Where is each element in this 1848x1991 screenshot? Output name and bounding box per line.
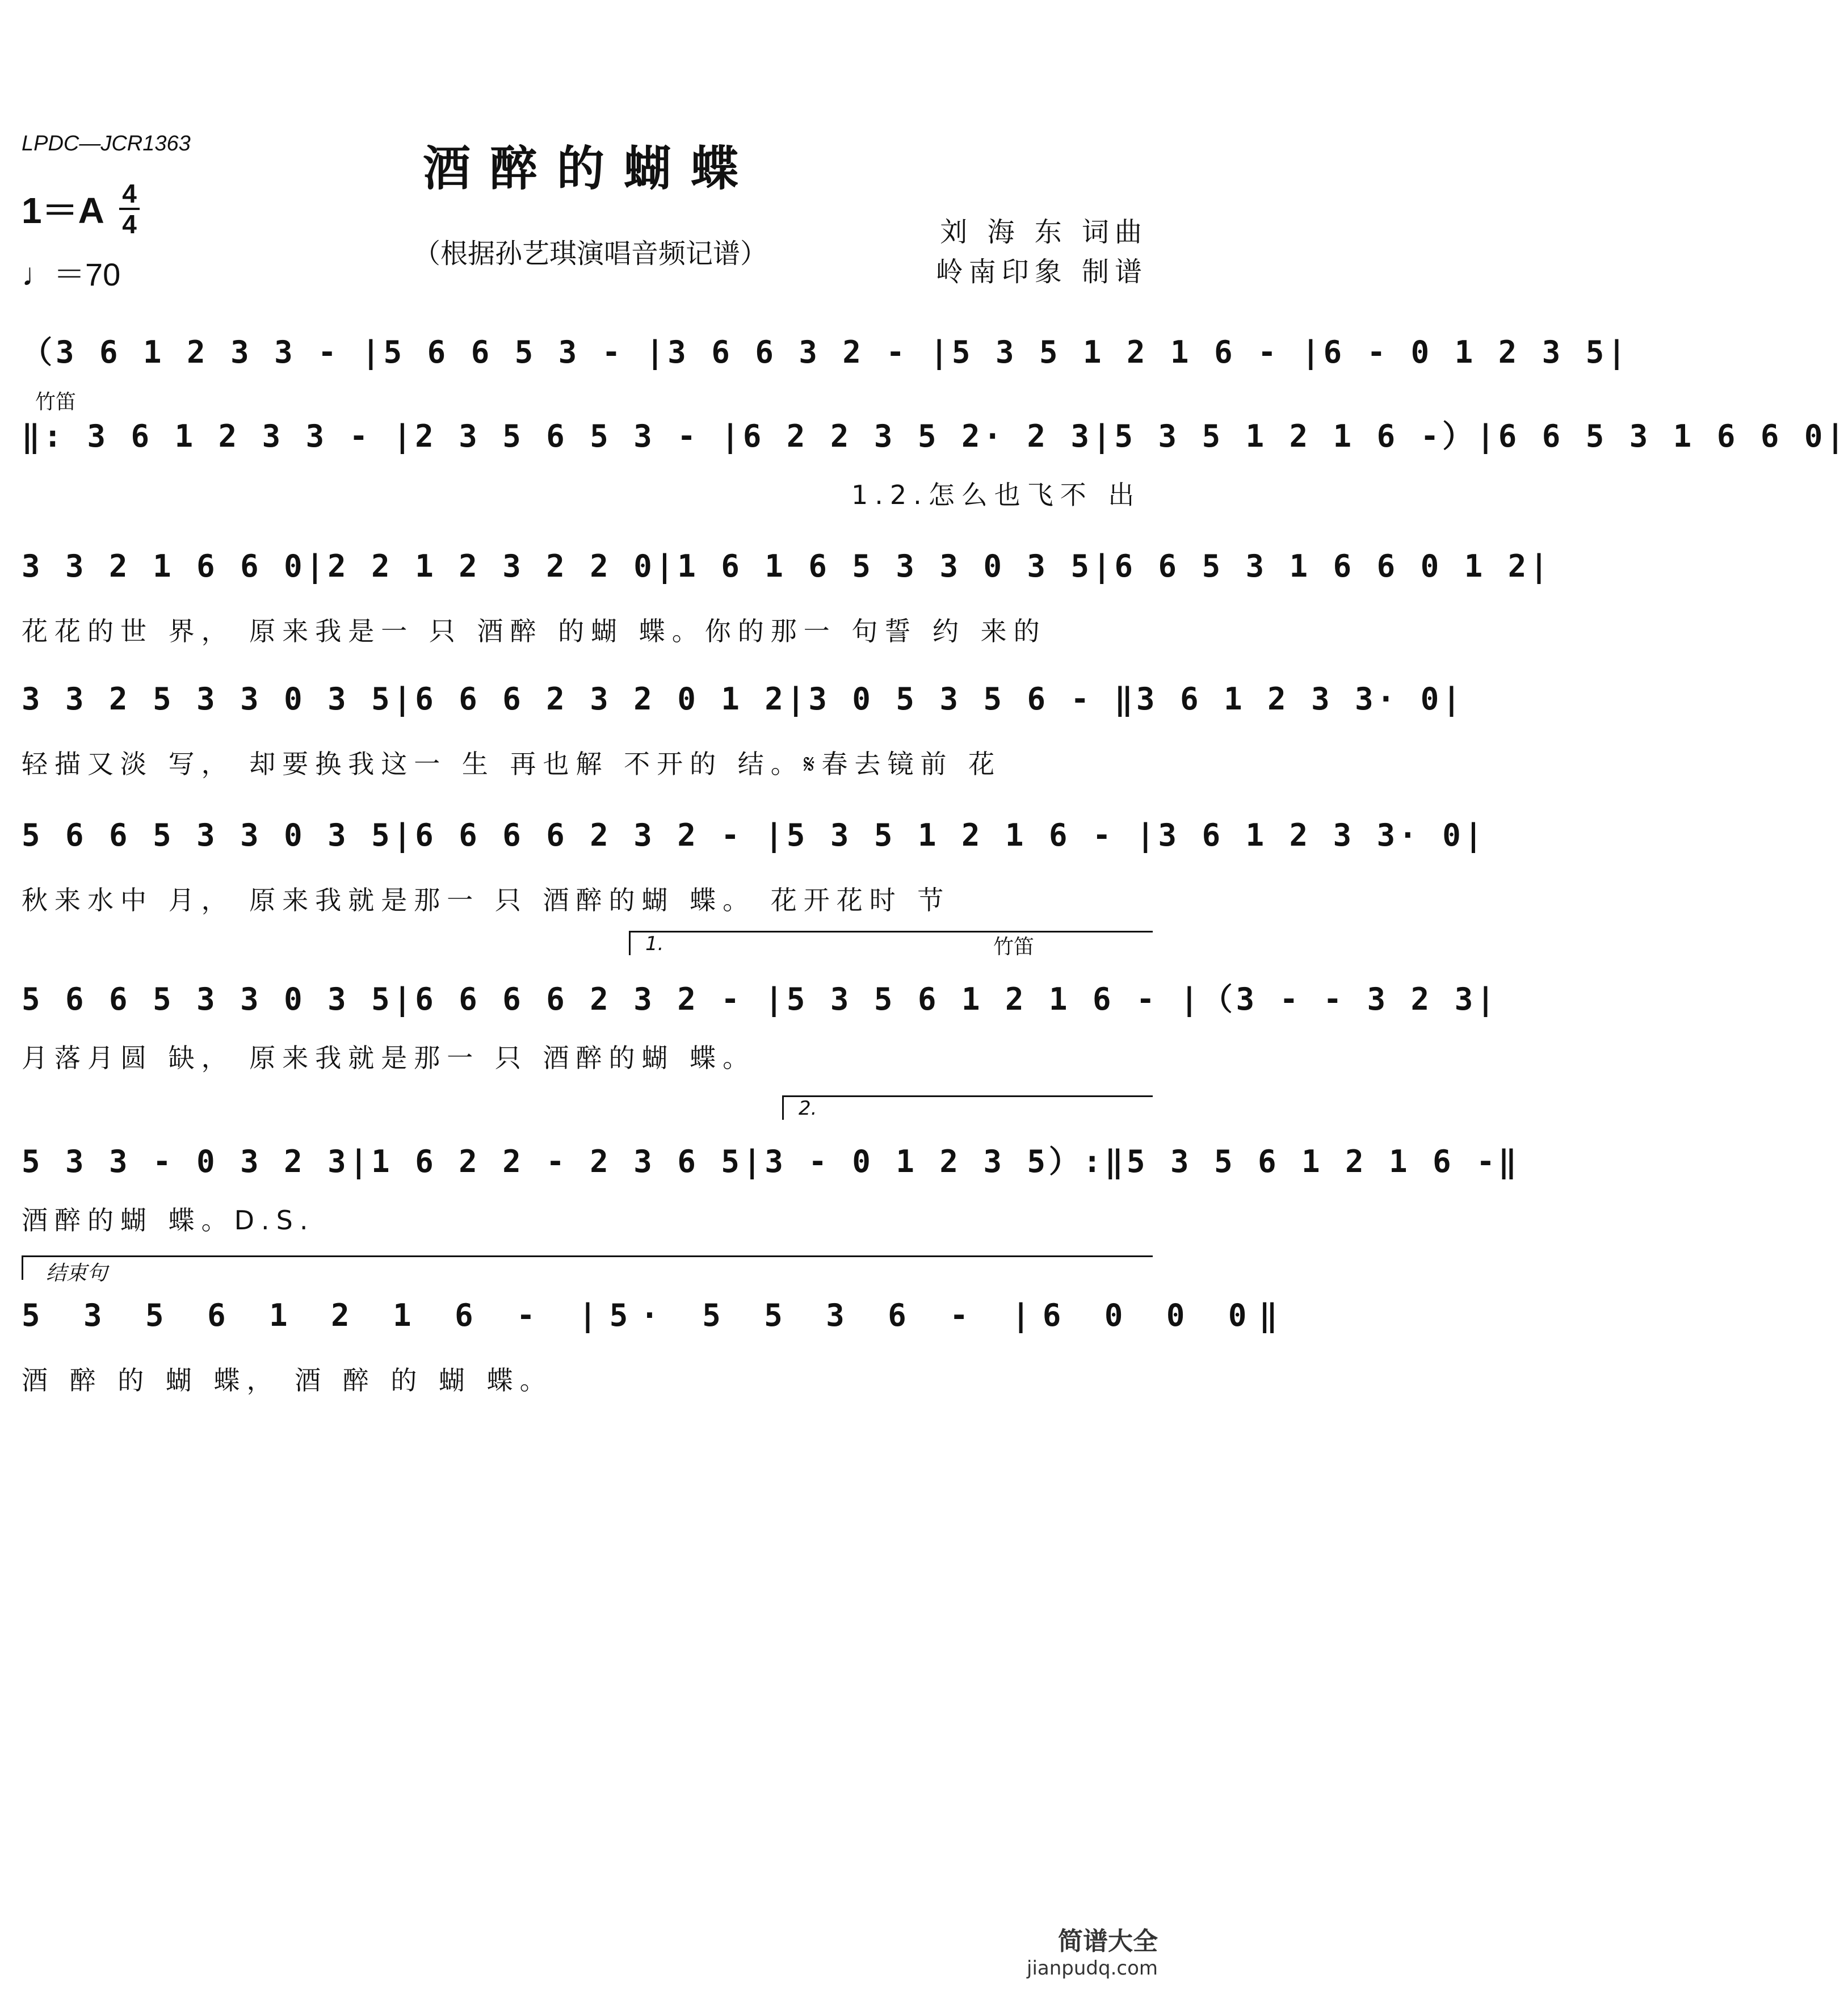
watermark-url: jianpudq.com [1027, 1957, 1158, 1980]
instrument-tag-line-6: 竹笛 [993, 935, 1035, 959]
score-line-8: 5 3 5 6 1 2 1 6 - |5· 5 5 3 6 - |6 0 0 0‖ [22, 1297, 1290, 1333]
volta-bracket-2 [782, 1095, 1153, 1120]
score-line-1: （3 6 1 2 3 3 - |5 6 6 5 3 - |3 6 6 3 2 - |5 3 5 1 2 1 6 - |6 - 0 1 2 3 5| [22, 334, 1629, 370]
subtitle: （根据孙艺琪演唱音频记谱） [413, 238, 767, 270]
lyrics-line-3: 花花的世 界， 原来我是一 只 酒醉 的蝴 蝶。你的那一 句誓 约 来的 [22, 616, 1047, 646]
score-line-5: 5 6 6 5 3 3 0 3 5|6 6 6 6 2 3 2 - |5 3 5 1 2 1 6 - |3 6 1 2 3 3· 0| [22, 817, 1486, 853]
lyrics-line-8: 酒 醉 的 蝴 蝶， 酒 醉 的 蝴 蝶。 [22, 1365, 553, 1396]
score-code: LPDC—JCR1363 [22, 132, 191, 156]
lyrics-line-5: 秋来水中 月， 原来我就是那一 只 酒醉的蝴 蝶。 花开花时 节 [22, 885, 951, 915]
tempo-marking: ♩＝70 [22, 257, 121, 292]
meter-top: 4 [122, 179, 137, 208]
lyrics-line-2: 1.2.怎么也飞不 出 [851, 480, 1141, 510]
lyrics-line-6: 月落月圆 缺， 原来我就是那一 只 酒醉的蝴 蝶。 [22, 1043, 756, 1073]
volta-bracket-1 [629, 931, 1153, 955]
key-signature: 1＝A [22, 190, 104, 231]
song-title: 酒醉的蝴蝶 [422, 140, 758, 196]
lyrics-line-7: 酒醉的蝴 蝶。D.S. [22, 1205, 315, 1236]
score-line-2: ‖: 3 6 1 2 3 3 - |2 3 5 6 5 3 - |6 2 2 3 5 2· 2 3|5 3 5 1 2 1 6 -）|6 6 5 3 1 6 6 0| [22, 418, 1848, 454]
coda-label: 结束句 [46, 1262, 108, 1285]
instrument-tag-line-2: 竹笛 [35, 390, 77, 414]
lyrics-line-4: 轻描又淡 写， 却要换我这一 生 再也解 不开的 结。𝄋春去镜前 花 [22, 749, 1002, 779]
meter-bottom: 4 [122, 209, 137, 239]
site-watermark [1027, 1921, 1158, 1980]
score-line-3: 3 3 2 1 6 6 0|2 2 1 2 3 2 2 0|1 6 1 6 5 3 3 0 3 5|6 6 5 3 1 6 6 0 1 2| [22, 548, 1552, 584]
score-line-4: 3 3 2 5 3 3 0 3 5|6 6 6 2 3 2 0 1 2|3 0 5 3 5 6 - ‖3 6 1 2 3 3· 0| [22, 681, 1464, 717]
score-line-6: 5 6 6 5 3 3 0 3 5|6 6 6 6 2 3 2 - |5 3 5 6 1 2 1 6 - |（3 - - 3 2 3| [22, 981, 1498, 1017]
time-signature [119, 179, 140, 238]
credit-author: 刘 海 东 词曲 [940, 216, 1148, 248]
credit-arranger: 岭南印象 制谱 [935, 256, 1148, 288]
coda-bracket [22, 1255, 1153, 1285]
score-line-7: 5 3 3 - 0 3 2 3|1 6 2 2 - 2 3 6 5|3 - 0 1 2 3 5）:‖5 3 5 6 1 2 1 6 -‖ [22, 1144, 1521, 1179]
volta-number-2: 2. [799, 1097, 817, 1120]
watermark-brand: 简谱大全 [1058, 1927, 1158, 1956]
volta-number-1: 1. [645, 933, 664, 955]
